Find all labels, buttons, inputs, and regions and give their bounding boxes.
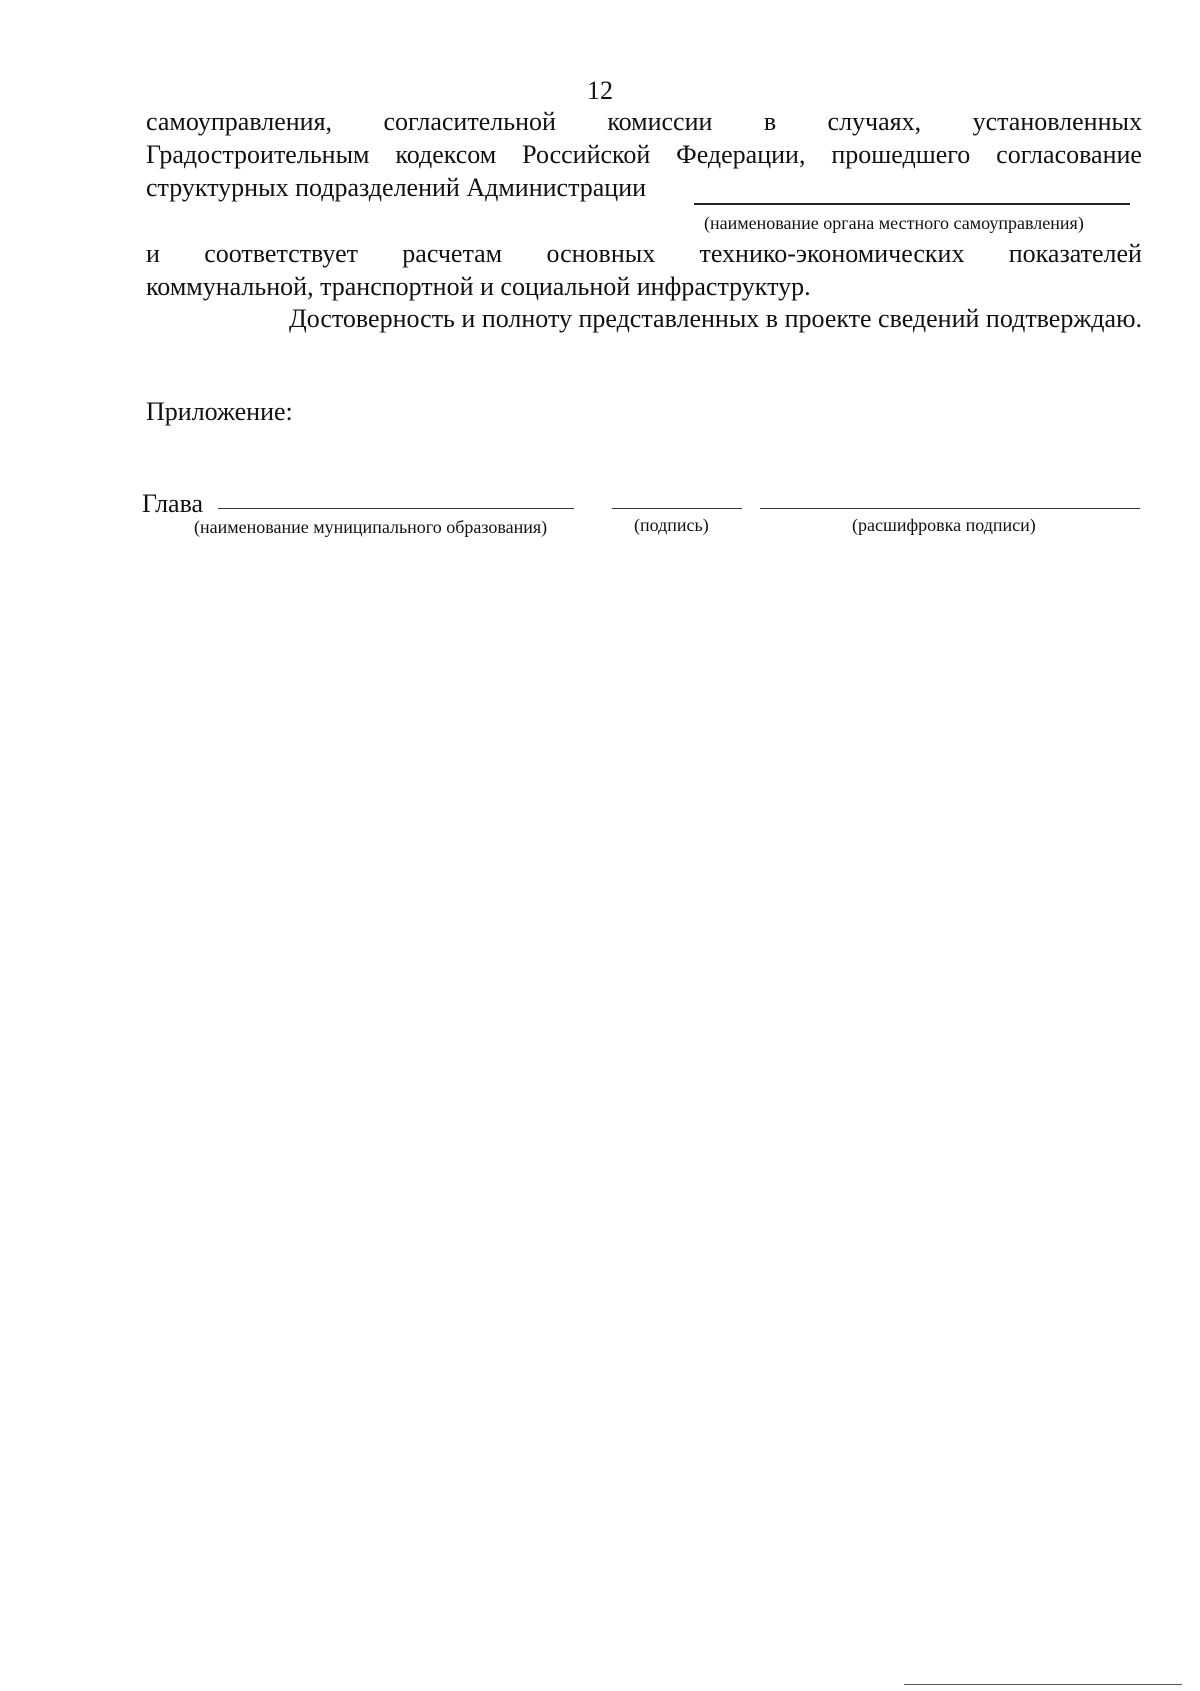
line-5-text: коммунальной, транспортной и социальной инфраструктур. <box>146 272 811 301</box>
word: Федерации, <box>676 140 806 169</box>
paragraph-1-line-2 <box>146 139 1142 171</box>
paragraph-1-line-4 <box>146 238 1142 270</box>
word: кодексом <box>395 140 497 169</box>
paragraph-2 <box>216 303 1142 335</box>
word: расчетам <box>402 239 503 268</box>
line-3-text: структурных подразделений Администрации <box>146 173 647 202</box>
page-number: 12 <box>587 76 613 105</box>
head-label: Глава <box>142 489 204 518</box>
municipality-hint: (наименование муниципального образования) <box>194 517 548 537</box>
word: Градостроительным <box>146 140 370 169</box>
word: технико-экономических <box>699 239 965 268</box>
footer-line <box>904 1684 1182 1685</box>
paragraph-1-line-3 <box>146 172 1142 204</box>
word: прошедшего <box>831 140 971 169</box>
decoding-hint: (расшифровка подписи) <box>852 515 1036 535</box>
word: Российской <box>522 140 651 169</box>
word: в <box>763 107 777 136</box>
word: согласительной <box>383 107 556 136</box>
word: показателей <box>1008 239 1142 268</box>
word: установленных <box>972 107 1142 136</box>
signature-blank-line <box>612 508 742 509</box>
signature-hint: (подпись) <box>634 515 709 535</box>
paragraph-1-line-1 <box>146 106 1142 138</box>
authority-hint: (наименование органа местного самоуправления) <box>704 213 1084 233</box>
word: соответствует <box>204 239 358 268</box>
word: и <box>146 239 160 268</box>
word: случаях, <box>827 107 922 136</box>
authority-blank-line <box>694 203 1130 205</box>
attachment-label: Приложение: <box>146 397 293 426</box>
municipality-blank-line <box>218 508 574 509</box>
confirmation-text: Достоверность и полноту представленных в проекте сведений подтверждаю. <box>288 304 1142 333</box>
word: согласование <box>996 140 1142 169</box>
word: основных <box>546 239 656 268</box>
word: комиссии <box>607 107 713 136</box>
decoding-blank-line <box>760 508 1140 509</box>
paragraph-1-line-5 <box>146 271 1142 303</box>
word: самоуправления, <box>146 107 333 136</box>
